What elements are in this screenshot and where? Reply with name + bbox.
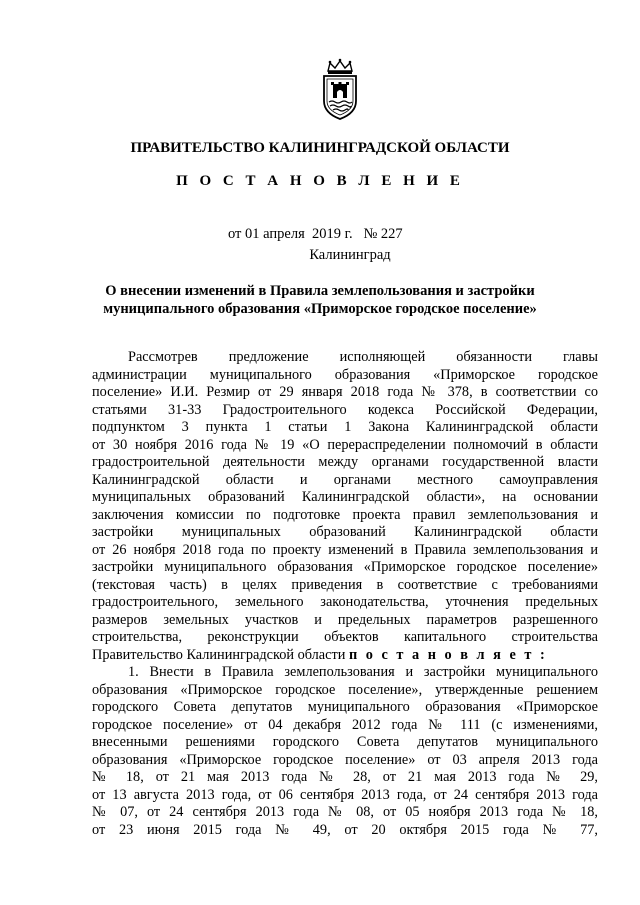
body-line: застройки муниципальных образований Калининградской области [92,524,598,540]
document-date-number [228,226,403,243]
body-line: от 13 августа 2013 года, от 06 сентября 2013 года, от 24 сентября 2013 года [92,786,598,803]
body-line: Калининградской области и органами местного самоуправления [92,471,598,488]
document-body [92,349,598,839]
body-line: внесенными решениями городского Совета депутатов муниципального [92,734,598,750]
body-line: образования «Приморское городское поселение», утвержденные решением [92,681,598,698]
subject-line: О внесении изменений в Правила землепользования и застройки [105,283,535,299]
document-subject [0,282,640,318]
body-line: подпунктом 3 пункта 1 статьи 1 Закона Калининградской области [92,419,598,435]
body-line: градостроительной деятельности между органами государственной власти [92,454,598,470]
body-line: 1. Внести в Правила землепользования и застройки муниципального [128,664,598,680]
body-line-resolution [92,647,598,665]
document-city: Калининград [309,247,391,263]
body-line: муниципальных образований Калининградской области», на основании [92,489,598,505]
body-line: № 07, от 24 сентября 2013 года № 08, от 05 ноября 2013 года № 18, [92,804,598,820]
body-line: городское поселение» от 04 декабря 2012 года № 111 (с изменениями, [92,716,598,733]
number-sign: № [363,226,378,242]
body-line: строительства, реконструкции объектов капитального строительства [92,629,598,645]
body-line: заключения комиссии по подготовке проекта правил землепользования и [92,506,598,523]
body-line: поселение» И.И. Резмир от 29 января 2018 года № 378, в соответствии со [92,384,598,400]
body-line: Рассмотрев предложение исполняющей обязанности главы [128,349,598,365]
body-line: (текстовая часть) в целях приведения в соответствие с требованиями [92,576,598,593]
body-line: статьями 31-33 Градостроительного кодекса Российской Федерации, [92,401,598,418]
body-line: № 18, от 21 мая 2013 года № 28, от 21 мая 2013 года № 29, [92,769,598,785]
body-line: градостроительного, земельного законодательства, уточнения предельных [92,594,598,610]
date-prefix: от [228,226,242,242]
document-type: П О С Т А Н О В Л Е Н И Е [176,173,464,189]
body-line: от 23 июня 2015 года № 49, от 20 октября 2015 года № 77, [92,821,598,838]
body-line: администрации муниципального образования «Приморское городское [92,366,598,383]
body-line: размеров земельных участков и предельных параметров разрешенного [92,611,598,628]
body-line-text: Правительство Калининградской области [92,646,346,663]
resolves-word: п о с т а н о в л я е т : [348,646,548,663]
subject-line: муниципального образования «Приморское городское поселение» [103,301,537,317]
document-date: 01 апреля 2019 г. [245,226,353,242]
body-line: образования «Приморское городское поселение» от 03 апреля 2013 года [92,751,598,768]
document-number: 227 [380,226,403,242]
body-line: от 26 ноября 2018 года по проекту изменений в Правила землепользования и [92,541,598,558]
body-line: застройки муниципального образования «Приморское городское поселение» [92,559,598,575]
coat-of-arms-emblem [318,57,362,121]
body-line: городского Совета депутатов муниципального образования «Приморское [92,699,598,715]
body-line: от 30 ноября 2016 года № 19 «О перераспределении полномочий в области [92,436,598,453]
government-title: ПРАВИТЕЛЬСТВО КАЛИНИНГРАДСКОЙ ОБЛАСТИ [130,140,510,156]
